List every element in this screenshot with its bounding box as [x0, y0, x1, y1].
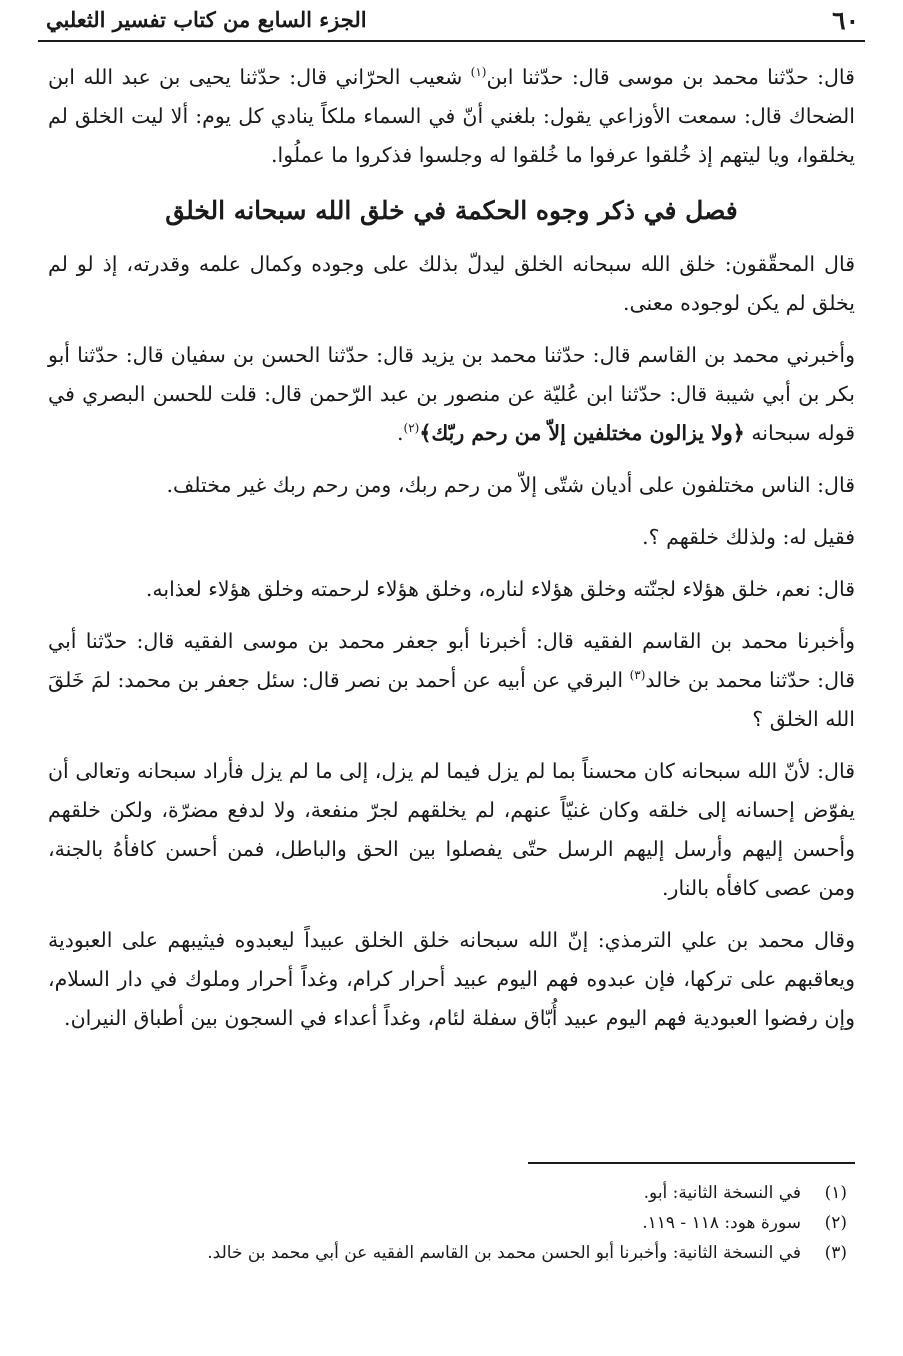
page-body [48, 58, 855, 1051]
quran-verse-quote: ﴿ولا يزالون مختلفين إلاّ من رحم ربّك﴾ [419, 421, 745, 445]
paragraph-1-text-b: شعيب الحرّاني قال: حدّثنا يحيى بن عبد الله ابن الضحاك قال: سمعت الأوزاعي يقول: بلغني أنّ في السماء ملكاً ينادي كل يوم: ألا ليت الخلق لم يخلقوا، ويا ليتهم إذ خُلقوا عرفوا ما خُلقوا له وجلسوا فذكروا ما عملُوا. [48, 65, 855, 167]
footnote-ref-1: (١) [470, 65, 487, 80]
paragraph-3-end: . [396, 421, 404, 445]
page-header [38, 4, 865, 42]
page-number: ٦٠ [832, 6, 859, 35]
paragraph-3 [48, 336, 855, 453]
footnotes [48, 1178, 847, 1268]
paragraph-6: قال: نعم، خلق هؤلاء لجنّته وخلق هؤلاء لناره، وخلق هؤلاء لرحمته وخلق هؤلاء لعذابه. [145, 577, 855, 601]
footnote-text: سورة هود: ١١٨ - ١١٩. [642, 1213, 801, 1233]
paragraph-5: فقيل له: ولذلك خلقهم ؟. [642, 525, 855, 549]
running-title: الجزء السابع من كتاب تفسير الثعلبي [46, 7, 367, 32]
paragraph-4: قال: الناس مختلفون على أديان شتّى إلاّ من رحم ربك، ومن رحم ربك غير مختلف. [166, 473, 855, 497]
section-heading: فصل في ذكر وجوه الحكمة في خلق الله سبحانه الخلق [165, 196, 738, 225]
paragraph-7-text-a: وأخبرنا محمد بن القاسم الفقيه قال: أخبرنا أبو جعفر محمد بن موسى الفقيه قال: حدّثنا أبي قال: حدّثنا محمد بن خالد [48, 629, 856, 692]
footnote-ref-3: (٣) [629, 668, 646, 683]
paragraph-1-text-a: قال: حدّثنا محمد بن موسى قال: حدّثنا ابن [486, 65, 855, 89]
paragraph-8: قال: لأنّ الله سبحانه كان محسناً بما لم يزل فيما لم يزل، إلى ما لم يزل فأراد سبحانه وتعالى أن يفوّض إحسانه إلى خلقه وكان غنيّاً عنهم، لم يخلقهم لجرّ منفعة، ولا لدفع مضرّة، ولكن خلقهم وأحسن إليهم وأرسل إليهم الرسل حتّى يفصلوا بين الحق والباطل، فمن أحسن كافأهُ بالجنة، ومن عصى كافأه بالنار. [48, 759, 855, 900]
footnote-1 [48, 1178, 847, 1208]
paragraph-7 [48, 622, 855, 739]
footnote-text: في النسخة الثانية: أبو. [643, 1183, 801, 1203]
footnote-ref-2: (٢) [403, 421, 420, 436]
paragraph-1 [48, 58, 855, 175]
footnote-text: في النسخة الثانية: وأخبرنا أبو الحسن محمد بن القاسم الفقيه عن أبي محمد بن خالد. [207, 1243, 801, 1263]
paragraph-9: وقال محمد بن علي الترمذي: إنّ الله سبحانه خلق الخلق عبيداً ليعبدوه فيثيبهم على العبودية ويعاقبهم على تركها، فإن عبدوه فهم اليوم عبيد أحرار كرام، وغداً أحرار وملوك في دار السلام، وإن رفضوا العبودية فهم اليوم عبيد أُبّاق سفلة لئام، وغداً أعداء في السجون بين أطباق النيران. [48, 928, 855, 1030]
footnote-2 [48, 1208, 847, 1238]
footnote-3 [48, 1238, 847, 1268]
footnote-number: (٢) [824, 1213, 847, 1233]
paragraph-7-text-b: البرقي عن أبيه عن أحمد بن نصر قال: سئل جعفر بن محمد: لمَ خَلقَ الله الخلق ؟ [48, 668, 855, 731]
paragraph-3-text: وأخبرني محمد بن القاسم قال: حدّثنا محمد بن يزيد قال: حدّثنا الحسن بن سفيان قال: حدّثنا أبو بكر بن أبي شيبة قال: حدّثنا ابن عُليّة عن منصور بن عبد الرّحمن قال: قلت للحسن البصري في قوله سبحانه [48, 343, 855, 445]
footnote-number: (٣) [824, 1243, 847, 1263]
footnote-number: (١) [824, 1183, 847, 1203]
footnote-divider [528, 1162, 855, 1164]
paragraph-2: قال المحقّقون: خلق الله سبحانه الخلق ليدلّ بذلك على وجوده وكمال علمه وقدرته، إذ لو لم يخلق لم يكن لوجوده معنى. [48, 252, 855, 315]
